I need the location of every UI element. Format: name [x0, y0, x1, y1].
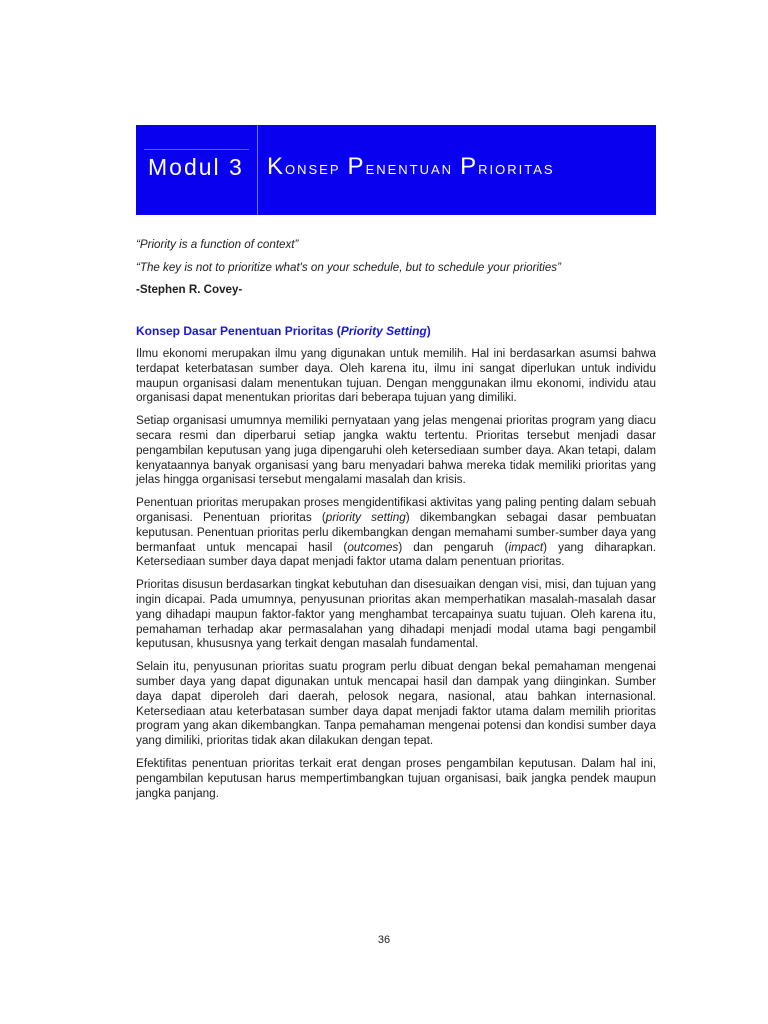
- body-text: [136, 347, 656, 809]
- paragraph-5: Selain itu, penyusunan prioritas suatu program perlu dibuat dengan bekal pemahaman mengenai sumber daya yang dapat digunakan untuk mencapai hasil dan dampak yang diinginkan. Sumber daya dapat diperoleh dari daerah, pelosok negara, nasional, atau bahkan internasional. Ketersediaan atau keterbatasan sumber daya dapat menjadi faktor utama dalam memilih prioritas program yang akan dikembangkan. Tanpa pemahaman mengenai potensi dan kondisi sumber daya yang dimiliki, prioritas tidak akan dilakukan dengan tepat.: [136, 660, 656, 748]
- paragraph-2: Setiap organisasi umumnya memiliki pernyataan yang jelas mengenai prioritas program yang diacu secara resmi dan diperbarui setiap jangka waktu tertentu. Prioritas tersebut menjadi dasar pengambilan keputusan yang juga dipengaruhi oleh ketersediaan sumber daya. Akan tetapi, dalam kenyataannya banyak organisasi yang baru menyadari bahwa mereka tidak memiliki prioritas yang jelas hingga organisasi tersebut mengalami masalah dan krisis.: [136, 414, 656, 487]
- page-number: 36: [377, 934, 391, 946]
- paragraph-3: Penentuan prioritas merupakan proses mengidentifikasi aktivitas yang paling penting dalam sebuah organisasi. Penentuan prioritas (priority setting) dikembangkan sebagai dasar pembuatan keputusan. Penentuan prioritas perlu dikembangkan dengan memahami sumber-sumber daya yang bermanfaat untuk mencapai hasil (outcomes) dan pengaruh (impact) yang diharapkan. Ketersediaan sumber daya dapat menjadi faktor utama dalam penentuan prioritas.: [136, 496, 657, 569]
- module-title: [267, 153, 555, 181]
- module-label: Modul 3: [148, 154, 244, 180]
- title-word-2: Penentuan: [347, 153, 454, 180]
- title-word-3: Prioritas: [460, 153, 555, 180]
- section-heading: Konsep Dasar Penentuan Prioritas (Priority Setting): [136, 324, 431, 338]
- title-word-1: Konsep: [267, 153, 341, 180]
- paragraph-6: Efektifitas penentuan prioritas terkait erat dengan proses pengambilan keputusan. Dalam hal ini, pengambilan keputusan harus mempertimbangkan tujuan organisasi, baik jangka pendek maupun jangka panjang.: [136, 756, 656, 800]
- header-divider-line: [144, 149, 249, 150]
- quote-author: -Stephen R. Covey-: [136, 283, 243, 296]
- paragraph-1: Ilmu ekonomi merupakan ilmu yang digunakan untuk memilih. Hal ini berdasarkan asumsi bahwa terdapat keterbatasan sumber daya. Oleh karena itu, ilmu ini sangat diperlukan untuk individu maupun organisasi dalam menentukan tujuan. Dengan menggunakan ilmu ekonomi, individu atau organisasi dapat menentukan prioritas dari beberapa tujuan yang dimiliki.: [136, 347, 656, 405]
- paragraph-4: Prioritas disusun berdasarkan tingkat kebutuhan dan disesuaikan dengan visi, misi, dan tujuan yang ingin dicapai. Pada umumnya, penyusunan prioritas akan memperhatikan masalah-masalah dasar yang dihadapi maupun faktor-faktor yang menghambat tercapainya suatu tujuan. Oleh karena itu, pemahaman terhadap akar permasalahan yang dihadapi menjadi modal utama bagi pengambil keputusan, khususnya yang terkait dengan masalah fundamental.: [136, 578, 656, 651]
- epigraph-quote-1: “Priority is a function of context”: [136, 238, 299, 251]
- module-header-banner: [136, 125, 656, 215]
- module-number-cell: [136, 125, 258, 215]
- module-title-cell: [258, 125, 656, 215]
- epigraph-quote-2: “The key is not to prioritize what's on your schedule, but to schedule your priorities”: [136, 261, 561, 274]
